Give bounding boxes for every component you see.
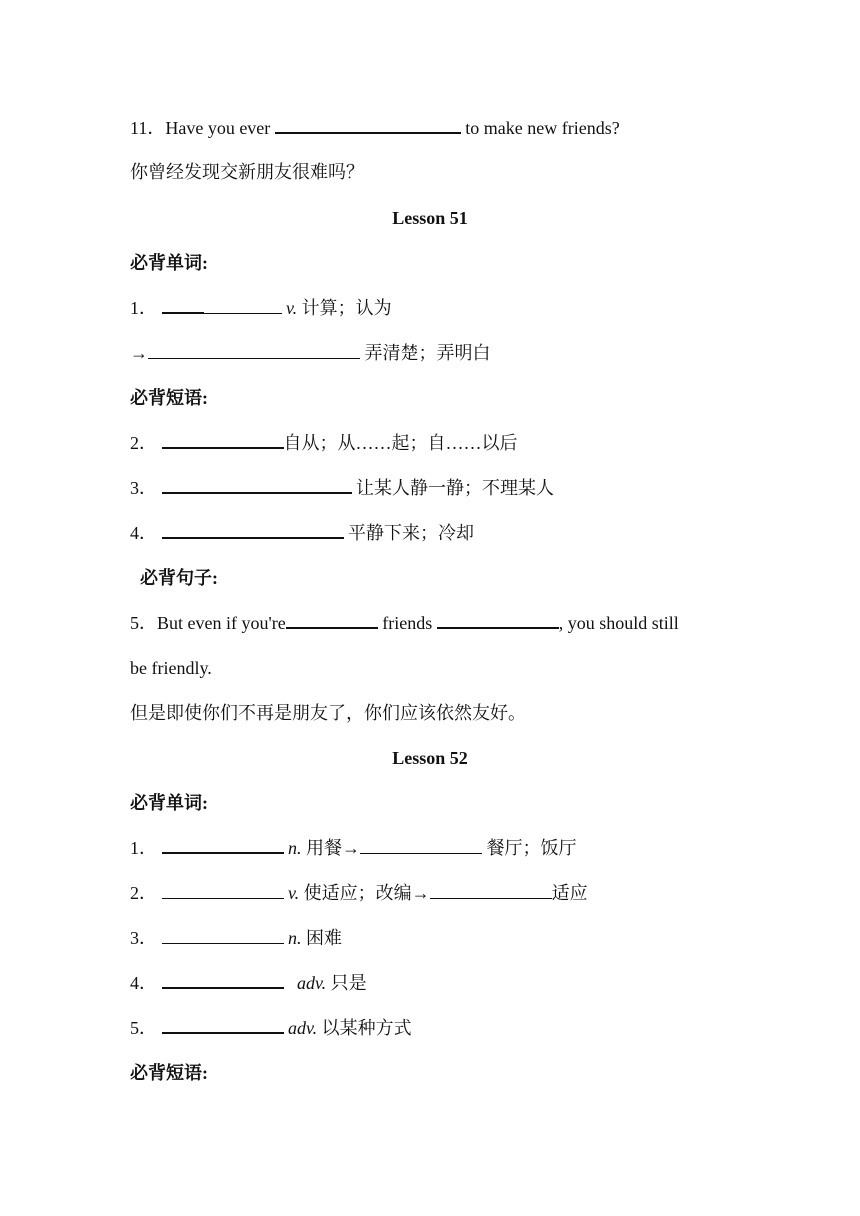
lesson-51-words-heading: 必背单词: [130,253,208,273]
word-meaning-derived: 餐厅；饭厅 [486,838,577,858]
question-11 [130,116,620,140]
l51-sentence-5-line2: be friendly. [130,658,212,678]
question-text-before: Have you ever [165,118,271,138]
word-meaning: 弄清楚；弄明白 [364,343,491,363]
answer-blank-b[interactable] [437,611,559,629]
l51-sentence-5-translation: 但是即使你们不再是朋友了，你们应该依然友好。 [130,703,526,723]
answer-blank[interactable] [162,431,284,449]
part-of-speech: v. [288,883,300,903]
part-of-speech: v. [286,298,298,318]
sentence-text-after: , you should still [558,613,679,633]
l52-word-1 [130,836,577,860]
word-meaning: 以某种方式 [321,1018,412,1038]
l51-phrase-2 [130,431,518,455]
word-meaning: 用餐→ [306,838,360,858]
word-meaning: 使适应；改编→ [303,883,430,903]
item-number: 4． [130,523,157,543]
item-number: 2． [130,883,157,903]
lesson-51-sentences-heading: 必背句子: [140,568,218,588]
part-of-speech: adv. [297,973,327,993]
answer-blank-a[interactable] [162,882,284,899]
item-number: 3． [130,928,157,948]
l51-word-1-derived [130,341,491,365]
lesson-51-phrases-heading: 必背短语: [130,388,208,408]
item-number: 4． [130,973,157,993]
item-number: 1． [130,838,157,858]
word-meaning-derived: 适应 [551,883,588,903]
answer-blank-a[interactable] [162,296,204,314]
l51-phrase-4 [130,521,474,545]
answer-blank-a[interactable] [286,611,378,629]
answer-blank-b[interactable] [204,297,282,314]
lesson-52-words-heading: 必背单词: [130,793,208,813]
item-number: 2． [130,433,157,453]
item-number: 5． [130,1018,157,1038]
phrase-meaning: 平静下来；冷却 [348,523,474,543]
question-11-translation: 你曾经发现交新朋友很难吗？ [130,162,364,182]
l52-word-4 [130,971,367,995]
word-meaning: 只是 [330,973,367,993]
answer-blank[interactable] [275,116,461,134]
answer-blank[interactable] [148,342,360,359]
item-number: 3． [130,478,157,498]
l52-word-5 [130,1016,412,1040]
sentence-text-mid: friends [382,613,433,633]
sentence-text-before: But even if you're [157,613,286,633]
phrase-meaning: 让某人静一静；不理某人 [356,478,554,498]
part-of-speech: adv. [288,1018,318,1038]
l51-sentence-5 [130,611,679,635]
l51-phrase-3 [130,476,554,500]
answer-blank-a[interactable] [162,836,284,854]
part-of-speech: n. [288,838,302,858]
item-number: 1． [130,298,157,318]
answer-blank[interactable] [162,927,284,944]
item-number: 5． [130,613,157,633]
word-meaning: 计算；认为 [301,298,392,318]
question-text-after: to make new friends? [465,118,620,138]
answer-blank[interactable] [162,476,352,494]
lesson-52-phrases-heading: 必背短语: [130,1063,208,1083]
answer-blank[interactable] [162,1016,284,1034]
part-of-speech: n. [288,928,302,948]
answer-blank-b[interactable] [430,882,552,899]
phrase-meaning: 自从；从……起；自……以后 [283,433,518,453]
lesson-51-title: Lesson 51 [392,208,468,228]
word-meaning: 困难 [306,928,342,948]
answer-blank[interactable] [162,971,284,989]
answer-blank-b[interactable] [360,837,482,854]
lesson-52-title: Lesson 52 [392,748,468,768]
question-number: 11． [130,118,166,138]
l51-word-1 [130,296,392,320]
answer-blank[interactable] [162,521,344,539]
arrow-icon: → [130,343,148,363]
l52-word-2 [130,881,588,905]
l52-word-3 [130,926,342,950]
